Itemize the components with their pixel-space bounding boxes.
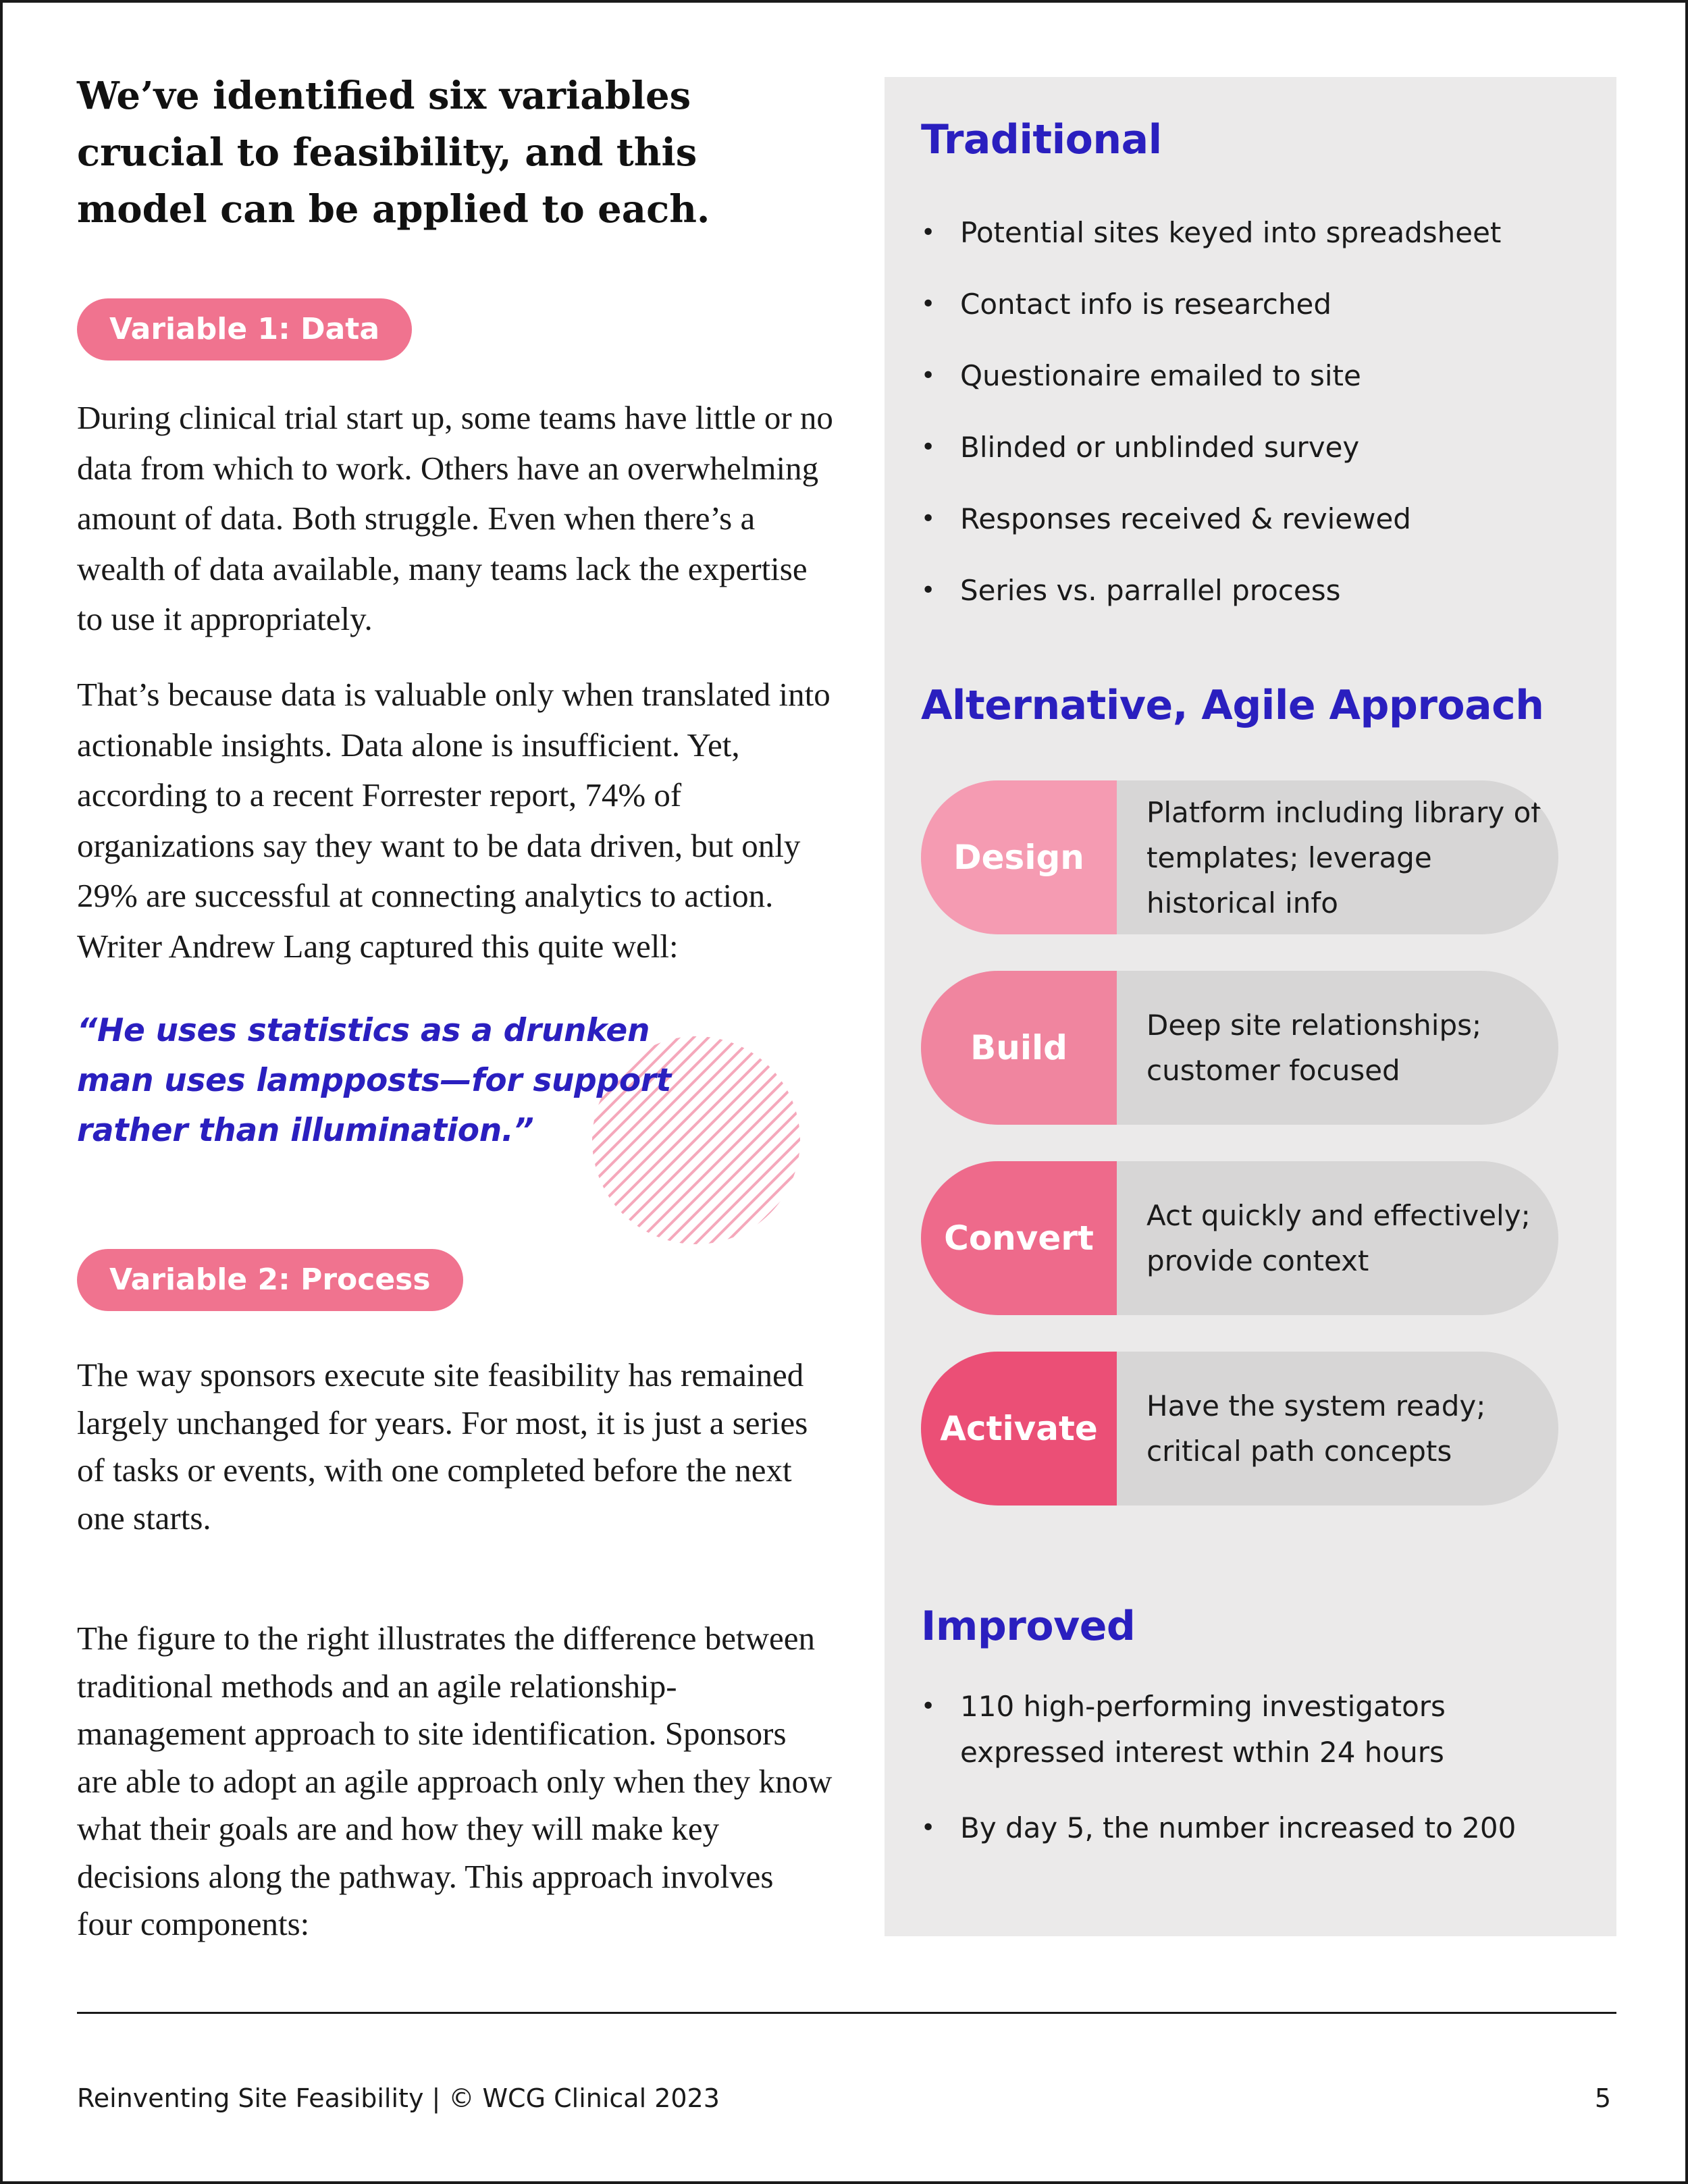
- bullet-icon: •: [921, 1693, 936, 1720]
- component-label: Convert: [921, 1161, 1117, 1315]
- traditional-list: [921, 197, 1596, 627]
- list-item-text: Contact info is researched: [960, 288, 1331, 321]
- list-item-text: Blinded or unblinded survey: [960, 431, 1360, 464]
- list-item-text: 110 high-performing investigators expressed interest wthin 24 hours: [960, 1690, 1446, 1769]
- bullet-icon: •: [921, 362, 936, 390]
- component-design: [921, 780, 1558, 934]
- pull-quote: [77, 1006, 847, 1262]
- comparison-panel: [885, 77, 1616, 1936]
- bullet-icon: •: [921, 290, 936, 318]
- list-item: [921, 483, 1596, 555]
- bullet-icon: •: [921, 1814, 936, 1842]
- improved-heading: Improved: [921, 1603, 1136, 1650]
- component-label: Activate: [921, 1352, 1117, 1506]
- component-description: Deep site relationships; customer focused: [1146, 1009, 1482, 1087]
- footer-title: Reinventing Site Feasibility | © WCG Clinical 2023: [77, 2083, 720, 2113]
- list-item: [921, 1684, 1596, 1776]
- component-build: [921, 971, 1558, 1125]
- footer-divider: [77, 2012, 1616, 2014]
- list-item: [921, 197, 1596, 269]
- component-description: Platform including library of templates; leverage historical info: [1146, 795, 1541, 920]
- list-item-text: By day 5, the number increased to 200: [960, 1811, 1516, 1844]
- variable-1-paragraph-2: That’s because data is valuable only when translated into actionable insights. Data alone is insufficient. Yet, according to a recent Forrester report, 74% of organizations say they want to be data driven, but only 29% are successful at connecting analytics to action. Writer Andrew Lang captured this quite well:: [77, 676, 830, 965]
- component-activate: [921, 1352, 1558, 1506]
- list-item: [921, 269, 1596, 340]
- component-description: Act quickly and effectively; provide context: [1146, 1199, 1531, 1277]
- quote-text: “He uses statistics as a drunken man uses lampposts—for support rather than illumination.”: [77, 1012, 671, 1149]
- list-item: [921, 340, 1596, 412]
- bullet-icon: •: [921, 219, 936, 246]
- left-column: [77, 68, 833, 1942]
- component-label: Build: [921, 971, 1117, 1125]
- list-item-text: Questionaire emailed to site: [960, 359, 1361, 392]
- bullet-icon: •: [921, 505, 936, 533]
- list-item: [921, 555, 1596, 627]
- traditional-heading: Traditional: [921, 116, 1162, 163]
- improved-list: [921, 1684, 1596, 1881]
- alternative-heading: Alternative, Agile Approach: [921, 682, 1544, 729]
- component-label: Design: [921, 780, 1117, 934]
- bullet-icon: •: [921, 577, 936, 604]
- page-number: 5: [1594, 2083, 1611, 2113]
- list-item-text: Series vs. parrallel process: [960, 574, 1341, 607]
- component-description: Have the system ready; critical path concepts: [1146, 1389, 1486, 1468]
- bullet-icon: •: [921, 433, 936, 461]
- list-item: [921, 1805, 1596, 1851]
- variable-2-paragraph-2: The figure to the right illustrates the difference between traditional methods and an agile relationship-management approach to site identification. Sponsors are able to adopt an agile approach only when they know what their goals are and how they will make key decisions along the pathway. This approach involves four components:: [77, 1620, 833, 1942]
- variable-1-pill: Variable 1: Data: [77, 298, 412, 361]
- list-item-text: Responses received & reviewed: [960, 502, 1411, 535]
- variable-2-paragraph-1: The way sponsors execute site feasibility has remained largely unchanged for years. For most, it is just a series of tasks or events, with one completed before the next one starts.: [77, 1356, 808, 1537]
- intro-heading: We’ve identified six variables crucial to feasibility, and this model can be applied to each.: [77, 74, 710, 232]
- list-item-text: Potential sites keyed into spreadsheet: [960, 216, 1502, 249]
- component-convert: [921, 1161, 1558, 1315]
- variable-1-paragraph-1: During clinical trial start up, some teams have little or no data from which to work. Others have an overwhelming amount of data. Both struggle. Even when there’s a wealth of data available, many teams lack the expertise to use it appropriately.: [77, 399, 833, 637]
- list-item: [921, 412, 1596, 483]
- variable-2-pill: Variable 2: Process: [77, 1249, 463, 1311]
